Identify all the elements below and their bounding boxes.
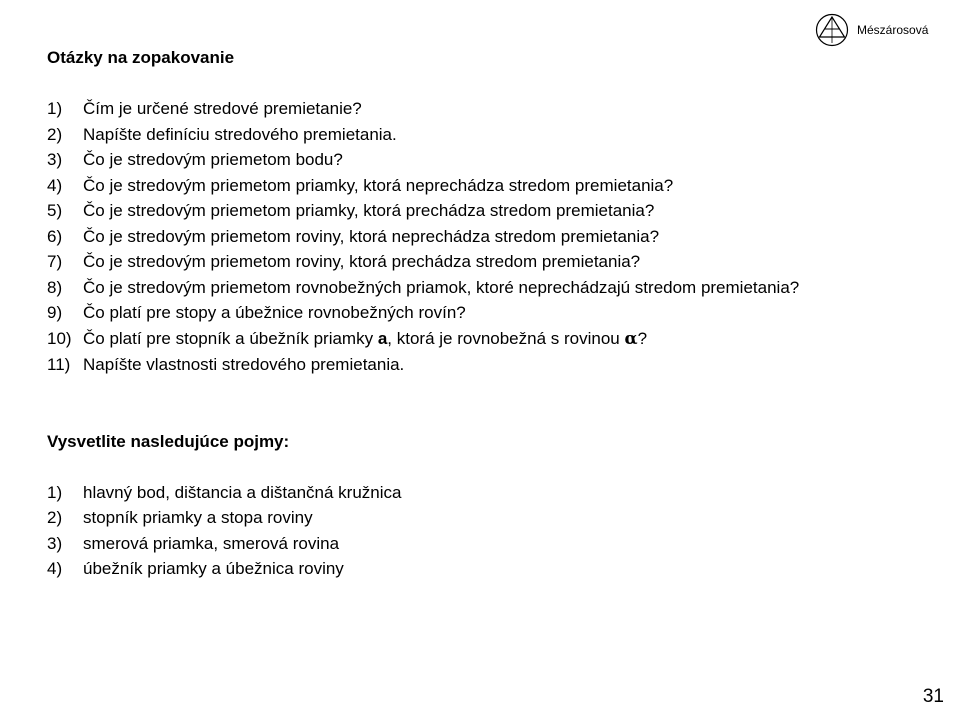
item-text: Čo je stredovým priemetom rovnobežných priamok, ktoré neprechádzajú stredom premietania? [83, 277, 800, 297]
item-number: 6) [47, 226, 63, 246]
list-item [47, 198, 907, 224]
item-number: 1) [47, 99, 63, 118]
spacer [47, 71, 907, 97]
item-number: 9) [47, 303, 63, 322]
list-item [47, 326, 907, 353]
list-item [47, 505, 907, 531]
item-number: 2) [47, 124, 63, 144]
line-a-label: a [377, 328, 388, 348]
item-number: 3) [47, 533, 63, 553]
list-item [47, 556, 907, 582]
slide-content [47, 45, 907, 582]
spacer [47, 454, 907, 480]
list-item [47, 249, 907, 275]
item-text: Napíšte definíciu stredového premietania. [83, 124, 397, 144]
terms-list [47, 480, 907, 582]
list-item [47, 224, 907, 250]
review-questions-list [47, 96, 907, 378]
item-number: 7) [47, 252, 63, 271]
list-item [47, 96, 907, 122]
list-item [47, 480, 907, 506]
item-text: hlavný bod, dištancia a dištančná kružnica [83, 482, 402, 502]
item-text: Čo je stredovým priemetom bodu? [83, 150, 343, 169]
author-name: Mészárosová [857, 23, 929, 37]
list-item [47, 122, 907, 148]
review-questions-title: Otázky na zopakovanie [47, 48, 235, 67]
plane-alpha-symbol: α [624, 328, 638, 349]
item-text: Čo je stredovým priemetom priamky, ktorá neprechádza stredom premietania? [83, 175, 674, 195]
spacer [47, 378, 907, 429]
item-text: Čím je určené stredové premietanie? [83, 99, 362, 118]
list-item [47, 352, 907, 378]
page-number: 31 [922, 686, 944, 707]
author-logo [815, 12, 947, 48]
item-number: 3) [47, 150, 63, 169]
list-item [47, 531, 907, 557]
terms-title: Vysvetlite nasledujúce pojmy: [47, 431, 290, 451]
list-item [47, 173, 907, 199]
item-number: 1) [47, 482, 63, 502]
item-text: smerová priamka, smerová rovina [83, 533, 340, 553]
list-item [47, 147, 907, 173]
item-text: Napíšte vlastnosti stredového premietania. [83, 355, 405, 374]
item-number: 2) [47, 508, 63, 527]
item-text: Čo je stredovým priemetom roviny, ktorá neprechádza stredom premietania? [83, 226, 660, 246]
item-number: 11) [47, 355, 71, 374]
item-number: 8) [47, 277, 63, 297]
list-item [47, 300, 907, 326]
item-text-after: ? [637, 328, 648, 348]
item-number: 10) [47, 328, 72, 348]
item-text-middle: , ktorá je rovnobežná s rovinou [387, 328, 625, 348]
item-text-before: Čo platí pre stopník a úbežník priamky [83, 328, 378, 348]
item-text: Čo je stredovým priemetom roviny, ktorá prechádza stredom premietania? [83, 252, 641, 271]
item-text: Čo je stredovým priemetom priamky, ktorá prechádza stredom premietania? [83, 201, 655, 220]
item-number: 4) [47, 559, 63, 578]
item-text: stopník priamky a stopa roviny [83, 508, 313, 527]
item-number: 5) [47, 201, 63, 220]
item-text: Čo platí pre stopy a úbežnice rovnobežných rovín? [83, 303, 466, 322]
item-number: 4) [47, 175, 63, 195]
item-text: úbežník priamky a úbežnica roviny [83, 559, 344, 578]
list-item [47, 275, 907, 301]
triangle-circle-logo-icon [815, 13, 849, 47]
